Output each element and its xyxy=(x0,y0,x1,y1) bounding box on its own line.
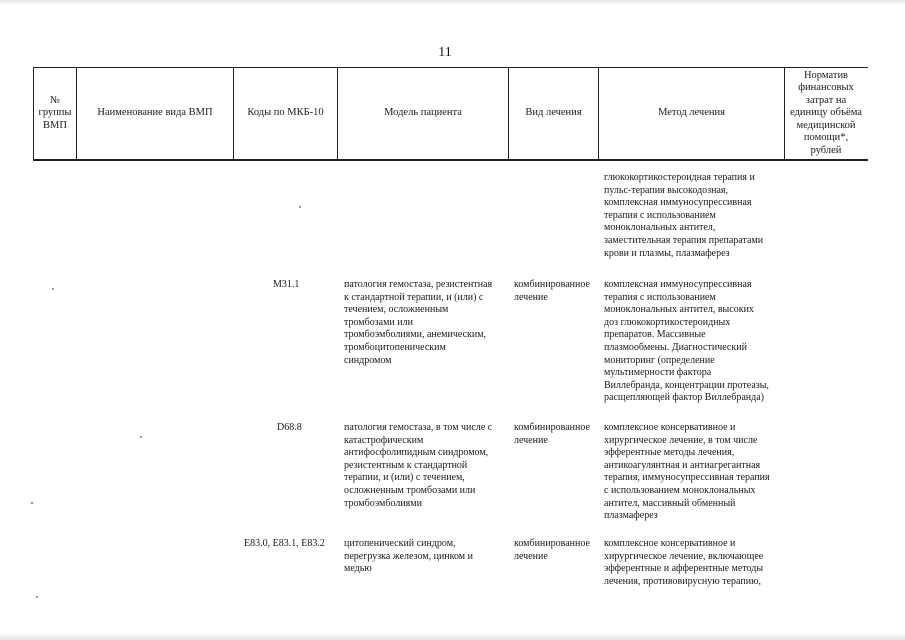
row-treatment-type-cell: комбинированное лечение xyxy=(514,279,590,303)
header-vmp-name: Наименование вида ВМП xyxy=(97,107,213,119)
header-patient-model: Модель пациента xyxy=(384,107,462,119)
page-number: 11 xyxy=(438,45,452,60)
row-method-cell: глюкокортикостероидная терапия и пульс-терапия высокодозная, комплексная иммуносупрессивная терапия с использованием моноклональных антител, заместительная терапия препаратами крови и плазмы, плазмаферез xyxy=(604,172,764,259)
row-treatment-type-cell: комбинированное лечение xyxy=(514,538,590,562)
scan-speck xyxy=(31,502,33,504)
row-method-cell: комплексная иммуносупрессивная терапия с использованием моноклональных антител, высоких доз глюкокортикостероидных препаратов. Массивные плазмообмены. Диагностический мониторинг (определение мультимерности фактора Виллебранда, концентрации протеазы, расщепляющей фактор Виллебранда) xyxy=(604,279,769,404)
row-method-cell: комплексное консервативное и хирургическое лечение, в том числе эфферентные методы лечения, антикоагулянтная и антиагрегантная терапия, иммуносупрессивная терапия с использованием моноклональных антител, массивный обменный плазмаферез xyxy=(604,422,770,522)
header-icd-codes: Коды по МКБ-10 xyxy=(247,107,324,119)
row-patient-model-cell: патология гемостаза, в том числе с катастрофическим антифосфолипидным синдромом, резистентным к стандартной терапии, и (или) с течением, осложненным тромбозами или тромбоэмболиями xyxy=(344,422,493,509)
row-patient-model-cell: патология гемостаза, резистентная к стандартной терапии, и (или) с течением, осложненным тромбозами или тромбоэмболиями, анемическим, тромбоцитопеническим синдромом xyxy=(344,279,493,366)
scan-edge-bottom xyxy=(0,632,905,640)
row-patient-model-cell: цитопенический синдром, перегрузка железом, цинком и медью xyxy=(344,538,473,575)
header-group-number: № группы ВМП xyxy=(38,94,72,131)
scan-speck xyxy=(36,596,38,598)
row-method-cell: комплексное консервативное и хирургическое лечение, включающее эфферентные и афферентные методы лечения, противовирусную терапию, xyxy=(604,538,764,587)
header-treatment-type: Вид лечения xyxy=(525,107,582,119)
scan-speck xyxy=(140,436,142,438)
row-treatment-type-cell: комбинированное лечение xyxy=(514,422,590,446)
row-icd-code-cell: D68.8 xyxy=(277,422,302,433)
header-treatment-method: Метод лечения xyxy=(658,107,725,119)
scan-speck xyxy=(52,288,54,290)
header-cost-norm: Норматив финансовых затрат на единицу объёма медицинской помощи*, рублей xyxy=(790,69,862,156)
row-icd-code-cell: M31.1 xyxy=(273,279,300,290)
scan-speck xyxy=(299,206,301,208)
row-icd-code-cell: E83.0, E83.1, E83.2 xyxy=(244,538,325,549)
header-bottom-border xyxy=(33,159,868,161)
scan-edge-top xyxy=(0,0,905,6)
